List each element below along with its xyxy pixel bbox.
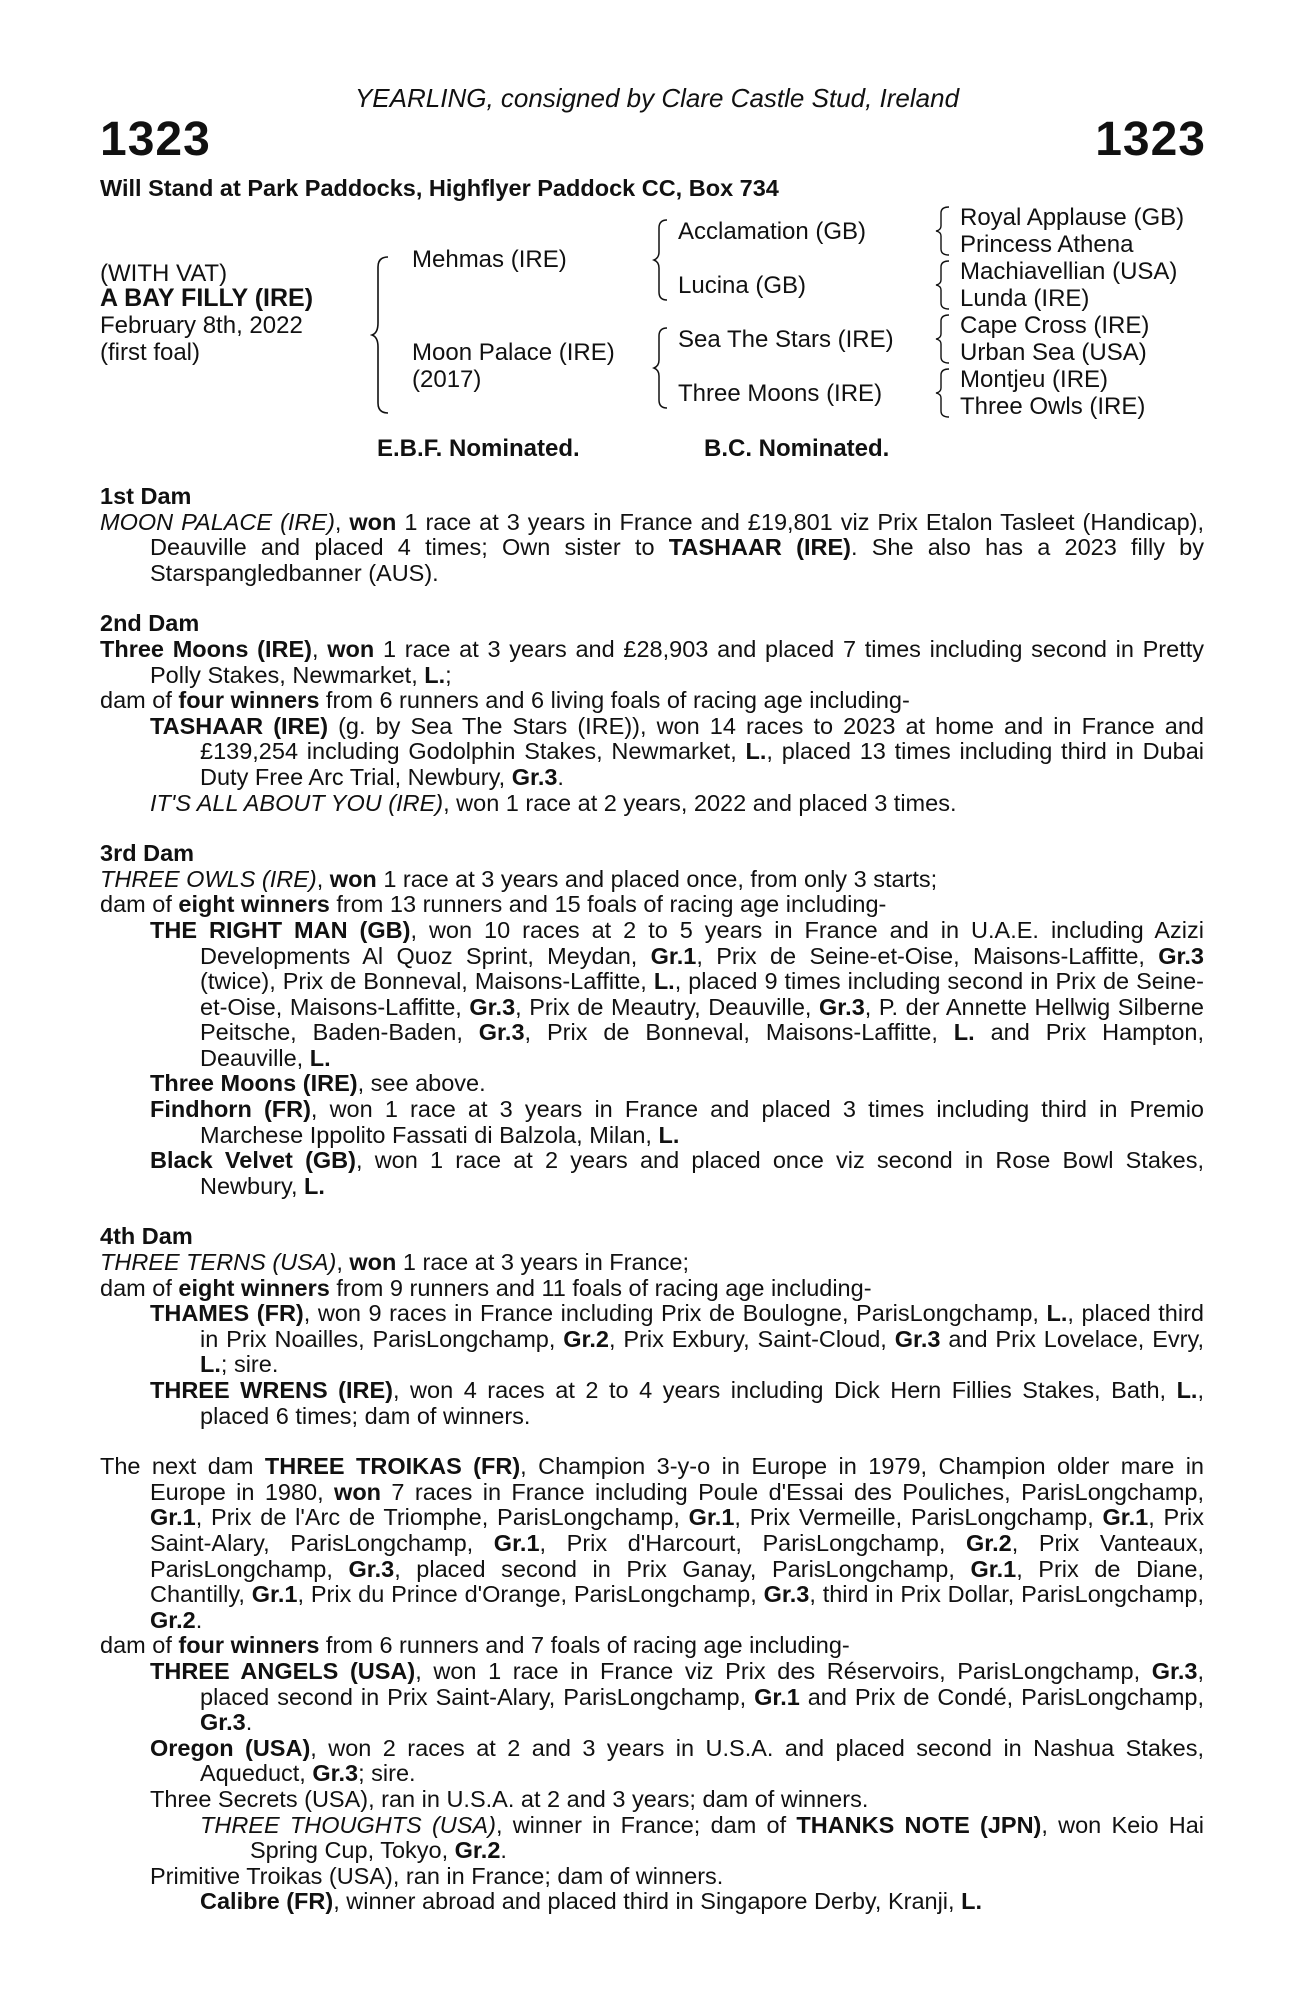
text-run: , placed second in Prix Ganay, ParisLongchamp, — [394, 1555, 971, 1582]
text-run: MOON PALACE (IRE) — [100, 508, 335, 535]
dam-year: (2017) — [412, 366, 482, 393]
pedigree-paragraph — [100, 892, 1204, 918]
text-run: four winners — [178, 687, 320, 714]
text-run: , winner abroad and placed third in Singapore Derby, Kranji, — [333, 1888, 962, 1915]
text-run: 1 race at 3 years and £28,903 and placed 7 times including second in Pretty Polly Stakes, Newmarket, — [150, 635, 1205, 688]
text-run: won — [327, 635, 375, 662]
dam-dam-sire-name: Montjeu (IRE) — [960, 366, 1109, 393]
text-run: ; sire. — [220, 1351, 279, 1378]
text-run: , Prix Saint-Alary, ParisLongchamp, — [150, 1504, 1205, 1556]
text-run: , Prix de Meautry, Deauville, — [515, 993, 820, 1020]
text-run: , won 1 race at 2 years, 2022 and placed 3 times. — [443, 789, 957, 816]
text-run: , Prix de l'Arc de Triomphe, ParisLongchamp, — [195, 1504, 689, 1531]
text-run: , Prix de Diane, Chantilly, — [150, 1555, 1204, 1608]
dam-section — [100, 1454, 1204, 1915]
text-run: dam of — [100, 1632, 179, 1659]
text-run: . — [245, 1709, 253, 1736]
text-run: , Prix Exbury, Saint-Cloud, — [608, 1325, 895, 1352]
text-run: eight winners — [178, 891, 330, 918]
text-run: , placed 13 times including third in Dubai Duty Free Arc Trial, Newbury, — [200, 738, 1205, 790]
pedigree-paragraph — [100, 1736, 1204, 1787]
text-run: . She also has a 2023 filly by Starspangledbanner (AUS). — [150, 534, 1204, 586]
text-run: . — [195, 1606, 203, 1633]
text-run: dam of — [100, 891, 179, 918]
text-run: L. — [653, 968, 675, 995]
pedigree-paragraph — [100, 1787, 1204, 1813]
text-run: Gr.1 — [493, 1529, 540, 1556]
text-run: dam of — [100, 687, 179, 714]
text-run: , — [336, 1249, 350, 1276]
text-run: L. — [1046, 1300, 1068, 1327]
dam-section — [100, 484, 1204, 586]
text-run: , P. der Annette Hellwig Silberne Peitsche, Baden-Baden, — [200, 993, 1204, 1046]
text-run: Gr.1 — [970, 1555, 1017, 1582]
pedigree-brace-dd — [934, 367, 952, 419]
pedigree-brace-ss — [934, 205, 952, 257]
text-run: . — [557, 763, 564, 790]
pedigree-paragraph — [100, 1276, 1204, 1302]
text-run: , won 9 races in France including Prix de Boulogne, ParisLongchamp, — [303, 1300, 1047, 1327]
text-run: L. — [658, 1121, 680, 1148]
text-run: , winner in France; dam of — [495, 1811, 797, 1838]
text-run: Three Secrets (USA), ran in U.S.A. at 2 and 3 years; dam of winners. — [150, 1785, 869, 1812]
pedigree-paragraph — [100, 688, 1204, 714]
pedigree-paragraph — [100, 1097, 1204, 1148]
text-run: Three Moons (IRE) — [100, 635, 312, 662]
text-run: , — [334, 508, 350, 535]
text-run: L. — [200, 1351, 221, 1378]
text-run: , Prix d'Harcourt, ParisLongchamp, — [539, 1529, 966, 1556]
text-run: Gr.3 — [1151, 1657, 1198, 1684]
pedigree-brace-ds — [934, 313, 952, 365]
text-run: , third in Prix Dollar, ParisLongchamp, — [809, 1581, 1204, 1608]
pedigree-brace-dam — [652, 326, 670, 410]
text-run: Gr.1 — [688, 1504, 735, 1531]
dam-section-heading: 2nd Dam — [100, 610, 200, 637]
female-family-text — [100, 484, 1204, 1940]
text-run: , — [316, 865, 330, 892]
text-run: , Prix de Bonneval, Maisons-Laffitte, — [524, 1019, 954, 1046]
text-run: , — [311, 635, 328, 662]
text-run: eight winners — [178, 1274, 330, 1301]
lot-number-left: 1323 — [100, 113, 211, 166]
text-run: Calibre (FR) — [200, 1888, 334, 1915]
text-run: , won 1 race at 3 years in France and placed 3 times including third in Premio Marchese Ippolito Fassati di Balzola, Milan, — [200, 1096, 1204, 1148]
horse-dob: February 8th, 2022 — [100, 312, 303, 339]
dam-name: Moon Palace (IRE) — [412, 339, 615, 366]
pedigree-paragraph — [100, 1250, 1204, 1276]
text-run: L. — [745, 738, 767, 765]
text-run: , Champion 3-y-o in Europe in 1979, Champion older mare in Europe in 1980, — [150, 1453, 1204, 1505]
text-run: , Prix Vermeille, ParisLongchamp, — [734, 1504, 1103, 1531]
vat-note: (WITH VAT) — [100, 260, 228, 287]
text-run: L. — [953, 1019, 975, 1046]
sire-dam-dam-name: Lunda (IRE) — [960, 285, 1090, 312]
dam-section — [100, 611, 1204, 816]
ebf-nomination: E.B.F. Nominated. — [377, 435, 580, 462]
catalogue-subtitle: YEARLING, consigned by Clare Castle Stud, Ireland — [354, 83, 960, 113]
pedigree-paragraph — [100, 1148, 1204, 1199]
text-run: 1 race at 3 years in France; — [396, 1249, 689, 1276]
text-run: Gr.3 — [312, 1760, 359, 1787]
text-run: L. — [424, 661, 446, 688]
pedigree-paragraph — [100, 1378, 1204, 1429]
text-run: IT'S ALL ABOUT YOU (IRE) — [150, 789, 444, 816]
sire-sire-dam-name: Princess Athena — [960, 231, 1134, 258]
text-run: Gr.1 — [754, 1683, 800, 1710]
text-run: from 13 runners and 15 foals of racing age including- — [329, 891, 887, 918]
text-run: (twice), Prix de Bonneval, Maisons-Laffitte, — [200, 968, 654, 995]
text-run: Three Moons (IRE) — [150, 1070, 358, 1097]
pedigree-paragraph — [100, 1813, 1204, 1864]
text-run: won — [349, 508, 397, 535]
text-run: Gr.2 — [454, 1837, 501, 1864]
text-run: Gr.1 — [650, 942, 697, 969]
text-run: , won 10 races at 2 to 5 years in France and in U.A.E. including Azizi Developments Al Quoz Sprint, Meydan, — [200, 916, 1204, 969]
text-run: Gr.3 — [478, 1019, 525, 1046]
dam-dam-dam-name: Three Owls (IRE) — [960, 393, 1146, 420]
text-run: 1 race at 3 years and placed once, from only 3 starts; — [376, 865, 938, 892]
text-run: , placed 6 times; dam of winners. — [200, 1377, 1204, 1429]
text-run: from 6 runners and 6 living foals of racing age including- — [319, 687, 910, 714]
dam-section — [100, 841, 1204, 1199]
text-run: ; — [445, 661, 452, 688]
pedigree-paragraph — [100, 637, 1204, 688]
text-run: , won Keio Hai Spring Cup, Tokyo, — [250, 1811, 1204, 1864]
text-run: 7 races in France including Poule d'Essai des Pouliches, ParisLongchamp, — [381, 1478, 1204, 1505]
text-run: THANKS NOTE (JPN) — [796, 1811, 1042, 1838]
text-run: , won 2 races at 2 and 3 years in U.S.A. and placed second in Nashua Stakes, Aqueduct, — [200, 1734, 1204, 1787]
text-run: , won 4 races at 2 to 4 years including Dick Hern Fillies Stakes, Bath, — [393, 1377, 1177, 1403]
bc-nomination: B.C. Nominated. — [704, 435, 890, 462]
text-run: four winners — [178, 1632, 320, 1659]
text-run: Gr.3 — [819, 993, 865, 1020]
lot-number-right: 1323 — [1095, 113, 1206, 166]
text-run: TASHAAR (IRE) — [150, 712, 329, 739]
text-run: , see above. — [357, 1070, 486, 1097]
pedigree-brace-gen1 — [370, 255, 392, 415]
dam-section — [100, 1224, 1204, 1429]
dam-dam-name: Three Moons (IRE) — [678, 380, 883, 407]
text-run: , won 1 race in France viz Prix des Réservoirs, ParisLongchamp, — [415, 1657, 1152, 1684]
pedigree-paragraph — [100, 1301, 1204, 1378]
text-run: L. — [1176, 1377, 1198, 1403]
text-run: Gr.2 — [150, 1606, 196, 1633]
pedigree-paragraph — [100, 714, 1204, 791]
text-run: , Prix Vanteaux, ParisLongchamp, — [150, 1529, 1204, 1582]
foal-note: (first foal) — [100, 339, 201, 366]
text-run: L. — [309, 1044, 331, 1071]
text-run: L. — [961, 1888, 982, 1915]
text-run: , placed 9 times including second in Prix de Seine-et-Oise, Maisons-Laffitte, — [200, 968, 1205, 1020]
text-run: Black Velvet (GB) — [150, 1147, 356, 1174]
text-run: and Prix Hampton, Deauville, — [200, 1019, 1205, 1071]
text-run: Gr.3 — [894, 1325, 941, 1352]
text-run: The next dam — [100, 1453, 265, 1480]
text-run: , Prix du Prince d'Orange, ParisLongchamp, — [297, 1581, 764, 1608]
text-run: THREE THOUGHTS (USA) — [200, 1811, 496, 1838]
text-run: Gr.1 — [150, 1504, 196, 1531]
pedigree-paragraph — [100, 1633, 1204, 1659]
text-run: and Prix de Condé, ParisLongchamp, — [799, 1683, 1205, 1710]
text-run: THE RIGHT MAN (GB) — [150, 916, 411, 943]
pedigree-paragraph — [100, 1889, 1204, 1915]
pedigree-paragraph — [100, 867, 1204, 893]
text-run: , placed third in Prix Noailles, ParisLongchamp, — [200, 1300, 1204, 1352]
text-run: won — [329, 865, 377, 892]
text-run: THREE OWLS (IRE) — [100, 865, 317, 892]
text-run: Gr.3 — [469, 993, 516, 1020]
text-run: Gr.2 — [563, 1325, 609, 1352]
pedigree-brace-sire — [652, 218, 670, 302]
text-run: Oregon (USA) — [150, 1734, 311, 1761]
text-run: THAMES (FR) — [150, 1300, 304, 1327]
pedigree-paragraph — [100, 1864, 1204, 1890]
text-run: . — [500, 1837, 507, 1864]
horse-name: A BAY FILLY (IRE) — [100, 284, 314, 312]
sire-sire-sire-name: Royal Applause (GB) — [960, 204, 1185, 231]
text-run: from 6 runners and 7 foals of racing age including- — [319, 1632, 850, 1659]
dam-sire-dam-name: Urban Sea (USA) — [960, 339, 1147, 366]
sire-sire-name: Acclamation (GB) — [678, 218, 867, 245]
text-run: and Prix Lovelace, Evry, — [940, 1325, 1204, 1352]
text-run: THREE TROIKAS (FR) — [264, 1453, 521, 1480]
text-run: Gr.3 — [348, 1555, 395, 1582]
text-run: won — [334, 1478, 382, 1505]
text-run: TASHAAR (IRE) — [668, 534, 851, 561]
sire-dam-sire-name: Machiavellian (USA) — [960, 258, 1178, 285]
text-run: Findhorn (FR) — [150, 1096, 311, 1123]
text-run: THREE WRENS (IRE) — [150, 1377, 393, 1403]
stand-location: Will Stand at Park Paddocks, Highflyer Paddock CC, Box 734 — [100, 175, 779, 201]
text-run: THREE ANGELS (USA) — [150, 1657, 416, 1684]
text-run: Gr.3 — [200, 1709, 246, 1736]
pedigree-brace-sd — [934, 259, 952, 311]
pedigree-paragraph — [100, 510, 1204, 587]
text-run: dam of — [100, 1274, 179, 1301]
dam-section-heading: 1st Dam — [100, 483, 192, 509]
text-run: , Prix de Seine-et-Oise, Maisons-Laffitte, — [696, 942, 1159, 969]
text-run: Gr.3 — [1158, 942, 1204, 969]
pedigree-paragraph — [100, 1659, 1204, 1736]
text-run: , placed second in Prix Saint-Alary, ParisLongchamp, — [200, 1657, 1204, 1710]
text-run: Gr.1 — [251, 1581, 298, 1608]
pedigree-paragraph — [100, 918, 1204, 1072]
dam-section-heading: 4th Dam — [100, 1223, 193, 1250]
text-run: Primitive Troikas (USA), ran in France; dam of winners. — [150, 1862, 724, 1889]
text-run: 1 race at 3 years in France and £19,801 viz Prix Etalon Tasleet (Handicap), Deauville and placed 4 times; Own sister to — [150, 508, 1204, 561]
text-run: L. — [304, 1172, 325, 1199]
dam-section-heading: 3rd Dam — [100, 840, 195, 867]
text-run: won — [349, 1249, 397, 1276]
text-run: THREE TERNS (USA) — [100, 1249, 337, 1276]
pedigree-paragraph — [100, 1454, 1204, 1633]
text-run: Gr.3 — [763, 1581, 810, 1608]
text-run: Gr.2 — [965, 1529, 1012, 1556]
pedigree-paragraph — [100, 791, 1204, 817]
dam-sire-name: Sea The Stars (IRE) — [678, 326, 894, 353]
text-run: , won 1 race at 2 years and placed once viz second in Rose Bowl Stakes, Newbury, — [200, 1147, 1204, 1199]
text-run: (g. by Sea The Stars (IRE)), won 14 races to 2023 at home and in France and £139,254 including Godolphin Stakes, Newmarket, — [200, 712, 1204, 765]
text-run: Gr.1 — [1102, 1504, 1149, 1531]
text-run: Gr.3 — [511, 763, 558, 790]
dam-sire-sire-name: Cape Cross (IRE) — [960, 312, 1150, 339]
pedigree-paragraph — [100, 1071, 1204, 1097]
text-run: ; sire. — [358, 1760, 416, 1787]
sire-name: Mehmas (IRE) — [412, 246, 567, 273]
text-run: from 9 runners and 11 foals of racing age including- — [329, 1274, 872, 1301]
sire-dam-name: Lucina (GB) — [678, 272, 807, 299]
